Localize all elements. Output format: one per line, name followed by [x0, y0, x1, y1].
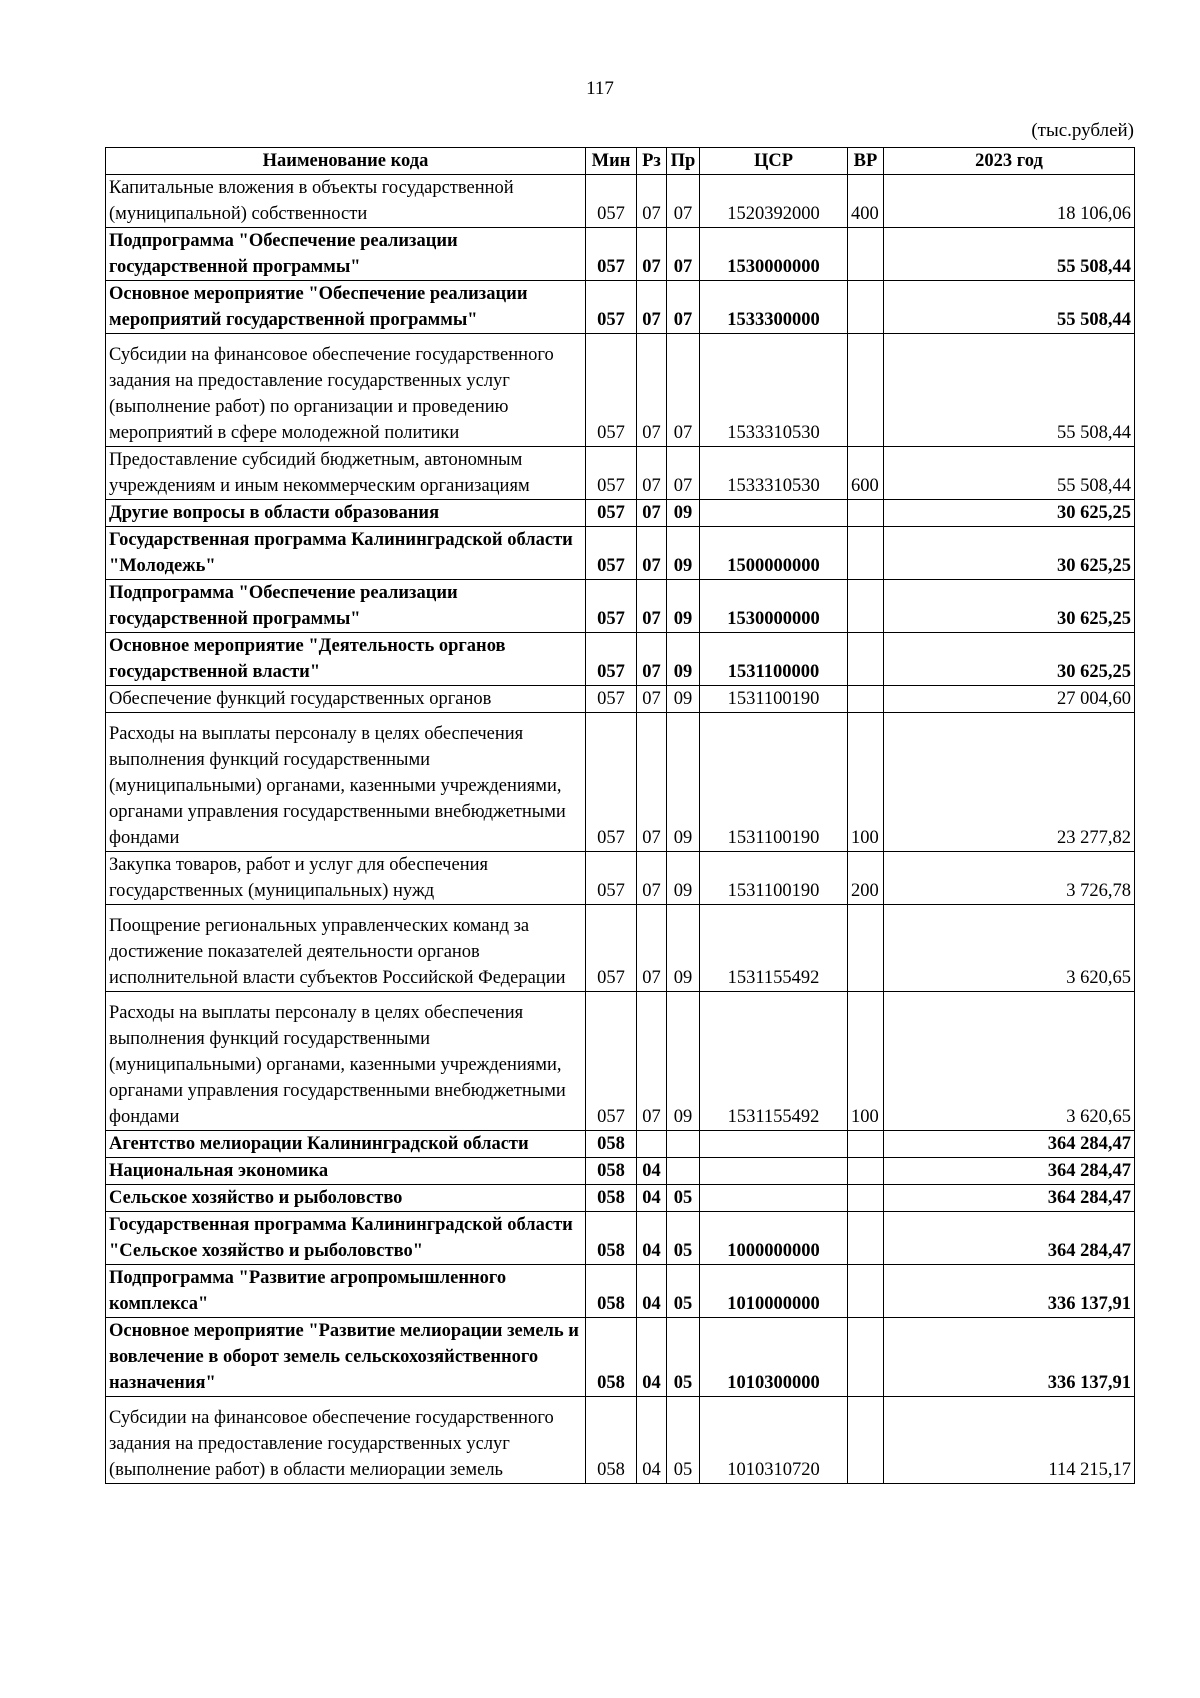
row-rz: 04: [637, 1158, 667, 1185]
row-csr: 1531155492: [700, 905, 848, 992]
row-min: 058: [586, 1212, 637, 1265]
row-amount: 23 277,82: [884, 713, 1135, 852]
row-pr: 07: [667, 175, 700, 228]
row-min: 057: [586, 175, 637, 228]
row-rz: 07: [637, 527, 667, 580]
row-amount: 30 625,25: [884, 500, 1135, 527]
table-row: [106, 713, 1135, 852]
row-rz: 04: [637, 1265, 667, 1318]
header-year: 2023 год: [884, 148, 1135, 175]
row-csr: 1533310530: [700, 447, 848, 500]
table-row: [106, 500, 1135, 527]
row-name: Национальная экономика: [106, 1158, 586, 1185]
row-pr: 07: [667, 447, 700, 500]
row-pr: 09: [667, 992, 700, 1131]
row-csr: [700, 1131, 848, 1158]
table-row: [106, 281, 1135, 334]
table-row: [106, 1318, 1135, 1397]
row-min: 057: [586, 633, 637, 686]
row-csr: 1531100190: [700, 713, 848, 852]
row-csr: 1520392000: [700, 175, 848, 228]
row-amount: 364 284,47: [884, 1212, 1135, 1265]
row-min: 057: [586, 334, 637, 447]
row-amount: 336 137,91: [884, 1318, 1135, 1397]
row-csr: 1010000000: [700, 1265, 848, 1318]
row-rz: 07: [637, 500, 667, 527]
row-csr: 1531100000: [700, 633, 848, 686]
row-pr: 05: [667, 1397, 700, 1484]
row-pr: 05: [667, 1265, 700, 1318]
row-csr: 1010300000: [700, 1318, 848, 1397]
row-rz: [637, 1131, 667, 1158]
row-amount: 30 625,25: [884, 580, 1135, 633]
row-name: Капитальные вложения в объекты государственной (муниципальной) собственности: [106, 175, 586, 228]
row-rz: 04: [637, 1397, 667, 1484]
row-csr: 1010310720: [700, 1397, 848, 1484]
row-csr: [700, 500, 848, 527]
table-row: [106, 527, 1135, 580]
units-label: (тыс.рублей): [1031, 120, 1134, 141]
row-pr: 09: [667, 527, 700, 580]
row-name: Основное мероприятие "Деятельность органов государственной власти": [106, 633, 586, 686]
table-row: [106, 686, 1135, 713]
row-vr: [848, 686, 884, 713]
table-row: [106, 852, 1135, 905]
row-vr: [848, 228, 884, 281]
table-row: [106, 228, 1135, 281]
row-vr: [848, 500, 884, 527]
row-rz: 07: [637, 228, 667, 281]
row-rz: 04: [637, 1318, 667, 1397]
table-row: [106, 1265, 1135, 1318]
row-vr: [848, 580, 884, 633]
row-min: 057: [586, 500, 637, 527]
row-name: Обеспечение функций государственных органов: [106, 686, 586, 713]
table-row: [106, 334, 1135, 447]
row-vr: 200: [848, 852, 884, 905]
row-rz: 07: [637, 175, 667, 228]
row-name: Государственная программа Калининградской области "Сельское хозяйство и рыболовство": [106, 1212, 586, 1265]
row-name: Подпрограмма "Обеспечение реализации государственной программы": [106, 580, 586, 633]
row-rz: 07: [637, 281, 667, 334]
row-vr: 100: [848, 992, 884, 1131]
row-vr: [848, 334, 884, 447]
row-pr: 07: [667, 334, 700, 447]
row-amount: 3 620,65: [884, 905, 1135, 992]
row-min: 057: [586, 905, 637, 992]
row-name: Субсидии на финансовое обеспечение государственного задания на предоставление государственных услуг (выполнение работ) в области мелиорации земель: [106, 1397, 586, 1484]
row-amount: 3 620,65: [884, 992, 1135, 1131]
row-pr: [667, 1158, 700, 1185]
row-name: Закупка товаров, работ и услуг для обеспечения государственных (муниципальных) нужд: [106, 852, 586, 905]
row-min: 057: [586, 686, 637, 713]
row-name: Подпрограмма "Развитие агропромышленного комплекса": [106, 1265, 586, 1318]
header-name: Наименование кода: [106, 148, 586, 175]
header-pr: Пр: [667, 148, 700, 175]
row-rz: 04: [637, 1185, 667, 1212]
header-csr: ЦСР: [700, 148, 848, 175]
row-pr: 09: [667, 686, 700, 713]
row-amount: 364 284,47: [884, 1158, 1135, 1185]
row-amount: 3 726,78: [884, 852, 1135, 905]
row-csr: 1531100190: [700, 686, 848, 713]
row-rz: 07: [637, 633, 667, 686]
budget-table: [105, 147, 1135, 1484]
table-body: [106, 175, 1135, 1484]
row-min: 057: [586, 713, 637, 852]
row-pr: 05: [667, 1185, 700, 1212]
row-min: 057: [586, 228, 637, 281]
row-vr: [848, 1131, 884, 1158]
header-rz: Рз: [637, 148, 667, 175]
row-name: Поощрение региональных управленческих команд за достижение показателей деятельности органов исполнительной власти субъектов Российской Федерации: [106, 905, 586, 992]
row-name: Сельское хозяйство и рыболовство: [106, 1185, 586, 1212]
row-pr: [667, 1131, 700, 1158]
row-csr: [700, 1158, 848, 1185]
row-name: Расходы на выплаты персоналу в целях обеспечения выполнения функций государственными (муниципальными) органами, казенными учреждениями, органами управления государственными внебюджетными фондами: [106, 713, 586, 852]
table-row: [106, 1212, 1135, 1265]
table-row: [106, 175, 1135, 228]
table-row: [106, 447, 1135, 500]
row-pr: 09: [667, 713, 700, 852]
row-amount: 364 284,47: [884, 1131, 1135, 1158]
row-vr: [848, 1212, 884, 1265]
row-vr: 600: [848, 447, 884, 500]
row-csr: 1500000000: [700, 527, 848, 580]
row-pr: 09: [667, 633, 700, 686]
row-amount: 55 508,44: [884, 334, 1135, 447]
table-row: [106, 905, 1135, 992]
row-min: 057: [586, 852, 637, 905]
row-rz: 07: [637, 686, 667, 713]
row-csr: 1530000000: [700, 228, 848, 281]
header-min: Мин: [586, 148, 637, 175]
row-pr: 05: [667, 1212, 700, 1265]
row-vr: [848, 1265, 884, 1318]
row-vr: [848, 1158, 884, 1185]
row-amount: 114 215,17: [884, 1397, 1135, 1484]
row-rz: 07: [637, 713, 667, 852]
header-row: [106, 148, 1135, 175]
row-min: 058: [586, 1131, 637, 1158]
row-rz: 07: [637, 992, 667, 1131]
row-amount: 364 284,47: [884, 1185, 1135, 1212]
table-row: [106, 992, 1135, 1131]
row-amount: 30 625,25: [884, 527, 1135, 580]
row-name: Государственная программа Калининградской области "Молодежь": [106, 527, 586, 580]
row-min: 057: [586, 447, 637, 500]
row-name: Предоставление субсидий бюджетным, автономным учреждениям и иным некоммерческим организациям: [106, 447, 586, 500]
row-pr: 09: [667, 852, 700, 905]
row-amount: 336 137,91: [884, 1265, 1135, 1318]
row-name: Агентство мелиорации Калининградской области: [106, 1131, 586, 1158]
row-vr: [848, 1185, 884, 1212]
row-csr: 1533310530: [700, 334, 848, 447]
row-min: 058: [586, 1185, 637, 1212]
header-vr: ВР: [848, 148, 884, 175]
row-rz: 07: [637, 580, 667, 633]
row-rz: 04: [637, 1212, 667, 1265]
row-vr: 100: [848, 713, 884, 852]
row-min: 058: [586, 1397, 637, 1484]
table-row: [106, 1397, 1135, 1484]
row-amount: 30 625,25: [884, 633, 1135, 686]
table-row: [106, 1131, 1135, 1158]
row-csr: 1531100190: [700, 852, 848, 905]
row-min: 057: [586, 281, 637, 334]
row-amount: 55 508,44: [884, 228, 1135, 281]
row-min: 058: [586, 1158, 637, 1185]
row-name: Основное мероприятие "Развитие мелиорации земель и вовлечение в оборот земель сельскохозяйственного назначения": [106, 1318, 586, 1397]
row-vr: [848, 633, 884, 686]
row-min: 058: [586, 1318, 637, 1397]
row-vr: [848, 281, 884, 334]
table-row: [106, 633, 1135, 686]
row-pr: 09: [667, 580, 700, 633]
row-name: Основное мероприятие "Обеспечение реализации мероприятий государственной программы": [106, 281, 586, 334]
page-number: 117: [586, 78, 614, 99]
row-rz: 07: [637, 852, 667, 905]
row-pr: 07: [667, 228, 700, 281]
row-vr: 400: [848, 175, 884, 228]
row-csr: [700, 1185, 848, 1212]
row-amount: 27 004,60: [884, 686, 1135, 713]
row-name: Другие вопросы в области образования: [106, 500, 586, 527]
row-min: 058: [586, 1265, 637, 1318]
row-pr: 07: [667, 281, 700, 334]
row-name: Субсидии на финансовое обеспечение государственного задания на предоставление государственных услуг (выполнение работ) по организации и проведению мероприятий в сфере молодежной политики: [106, 334, 586, 447]
row-vr: [848, 905, 884, 992]
row-amount: 18 106,06: [884, 175, 1135, 228]
row-pr: 09: [667, 905, 700, 992]
row-csr: 1000000000: [700, 1212, 848, 1265]
row-amount: 55 508,44: [884, 281, 1135, 334]
row-rz: 07: [637, 334, 667, 447]
table-row: [106, 1185, 1135, 1212]
row-csr: 1531155492: [700, 992, 848, 1131]
row-name: Подпрограмма "Обеспечение реализации государственной программы": [106, 228, 586, 281]
row-vr: [848, 1397, 884, 1484]
row-name: Расходы на выплаты персоналу в целях обеспечения выполнения функций государственными (муниципальными) органами, казенными учреждениями, органами управления государственными внебюджетными фондами: [106, 992, 586, 1131]
table-row: [106, 1158, 1135, 1185]
row-vr: [848, 1318, 884, 1397]
row-rz: 07: [637, 905, 667, 992]
row-pr: 05: [667, 1318, 700, 1397]
row-min: 057: [586, 992, 637, 1131]
row-csr: 1530000000: [700, 580, 848, 633]
row-rz: 07: [637, 447, 667, 500]
row-csr: 1533300000: [700, 281, 848, 334]
table-row: [106, 580, 1135, 633]
row-amount: 55 508,44: [884, 447, 1135, 500]
row-pr: 09: [667, 500, 700, 527]
row-vr: [848, 527, 884, 580]
row-min: 057: [586, 580, 637, 633]
row-min: 057: [586, 527, 637, 580]
